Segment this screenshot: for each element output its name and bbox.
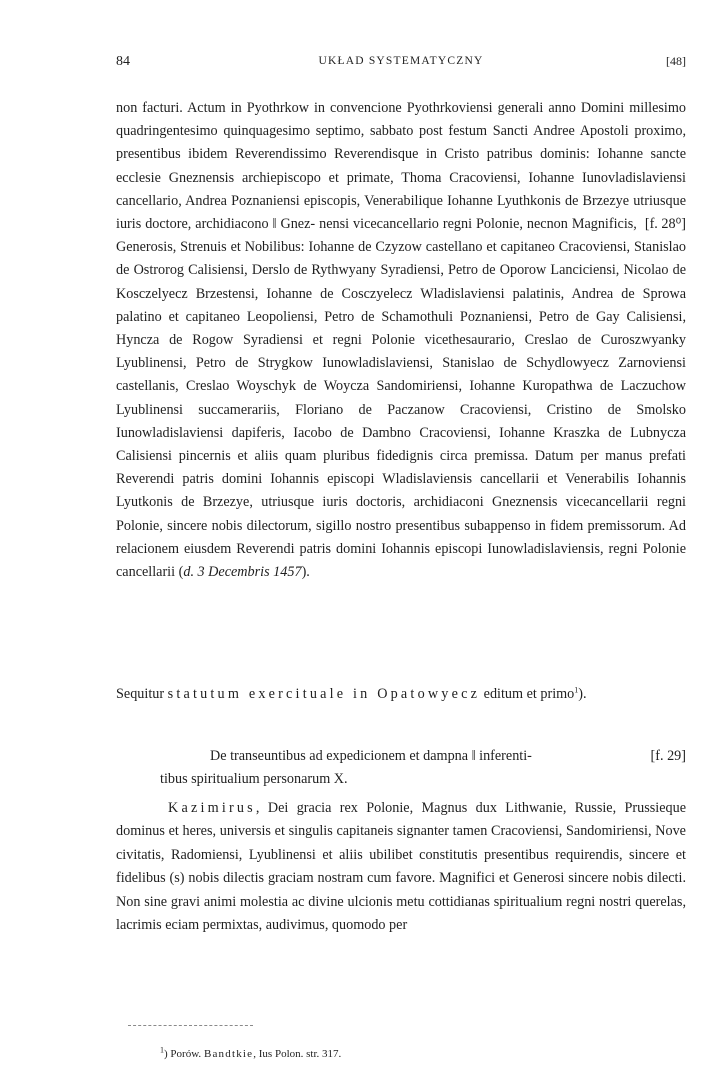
paragraph-1-text-c: ).	[301, 564, 310, 581]
statute-title: statutum exercituale in Opatowyecz	[167, 686, 481, 702]
running-title: UKŁAD SYSTEMATYCZNY	[318, 55, 484, 67]
footnote-reference: 1	[574, 685, 579, 695]
rubric-line-1	[160, 745, 686, 768]
paragraph-1	[116, 97, 686, 584]
section-reference: [48]	[666, 54, 686, 68]
footnote-number: 1	[160, 1045, 164, 1055]
main-paragraph	[116, 97, 686, 584]
rubric-line-2: tibus spiritualium personarum X.	[160, 771, 348, 787]
paragraph-1-text-b: nensi vicecancellario regni Polonie, necnon Magnificis, Generosis, Strenuis et Nobilibus: Iohanne de Czyzow castellano et capitaneo Cracoviensi, Stanislao de Ostrorog Calisiensi, Derslo de Rythwyany Syradiensi, Petro de Oporow Lanciciensi, Nicolao de Kosczelyecz Brzestensi, Iohanne de Cosczyelecz Wladislaviensi palatinis, Andrea de Sprowa palatino et capitaneo Leopoliensi, Petro de Schamothuli Poznaniensi, Petro de Gay Calisiensi, Hyncza de Rogow Syradiensi et regni Polonie vicethesaurario, Creslao de Curoszwyanky Lyublinensi, Petro de Strygkow Iunowladislaviensi, Stanislao de Schydlowyecz Zarnoviensi castellanis, Creslao Woyschyk de Woycza Sandomiriensi, Iohanne Kuropathwa de Laczuchow Lyublinensi succamerariis, Floriano de Paczanow Cracoviensi, Cristino de Smolsko Iunowladislaviensi dapiferis, Iacobo de Dambno Cracoviensi, Iohanne Kraszka de Lubnycza Calisiensi pincernis et aliis quam pluribus fidedignis circa premissa. Datum per manus prefati Reverendi patris domini Iohannis episcopi Wladislaviensis cancellarii et Venerabilis Iohannis Lyutkonis de Brzezye, utriusque iuris doctoris, archidiaconi Gneznensis vicecancellarii regni Polonie, sincere nobis dilectorum, sigillo nostro presentibus subappenso in fidem premissorum. Ad relacionem eiusdem Reverendi patris domini Iohannis episcopi Iunowladislaviensis, regni Polonie cancellarii (	[116, 216, 686, 581]
sequitur-tail: editum et primo	[480, 686, 575, 702]
rubric	[160, 745, 686, 791]
page-header	[116, 54, 686, 78]
footnote-close: )	[164, 1048, 168, 1060]
sequitur-lead: Sequitur	[116, 686, 168, 702]
footnote-prefix: Porów.	[167, 1048, 204, 1060]
king-name: Kazimirus	[168, 800, 256, 816]
date-note: d. 3 Decembris 1457	[183, 564, 302, 581]
letter-text: , Dei gracia rex Polonie, Magnus dux Lithwanie, Russie, Prussieque dominus et heres, universis et singulis capitaneis signanter tamen Cracoviensi, Sandomiriensi, Nove civitatis, Radomiensi, Lyublinensi et aliis ubilibet constitutis presentibus requirendis, sincere et fidelibus (s) nobis dilectis graciam nostram cum favore. Magnifici et Generosi sincere nobis dilecti. Non sine gravi animi molestia ac divine ulcionis metu cottidianas spiritualium regni nostri querelas, lacrimis eciam permixtas, audivimus, quomodo per	[116, 800, 686, 934]
sequitur-end: ).	[578, 686, 587, 702]
rubric-line-1-text: De transeuntibus ad expedicionem et dampna ‖ inferenti-	[210, 748, 532, 764]
page-number: 84	[116, 54, 130, 69]
paragraph-1-text-a: non facturi. Actum in Pyothrkow in convencione Pyothrkoviensi generali anno Domini millesimo quadringentesimo quinquagesimo septimo, sabbato post festum Sancti Andree Apostoli proximo, presentibus ibidem Reverendissimo Reverendisque in Cristo patribus dominis: Iohanne sancte ecclesie Gneznensis archiepiscopo et primate, Thoma Cracoviensi, Iohanne Iunovladislaviensi cancellario, Andrea Poznaniensi episcopis, Venerabilique Iohanne Lyuthkonis de Brzezye utriusque iuris doctore, archidiacono ‖ Gnez-	[116, 100, 686, 233]
margin-folio-note: [f. 28⁰]	[644, 216, 686, 233]
sequitur-heading	[116, 683, 686, 706]
letter-paragraph	[116, 797, 686, 937]
royal-letter	[116, 797, 686, 937]
footnote-separator	[128, 1025, 253, 1026]
footnote-author: Bandtkie	[203, 1048, 254, 1060]
footnote	[160, 1045, 342, 1060]
footnote-rest: , Ius Polon. str. 317.	[253, 1048, 342, 1060]
rubric-folio: [f. 29]	[650, 748, 686, 764]
